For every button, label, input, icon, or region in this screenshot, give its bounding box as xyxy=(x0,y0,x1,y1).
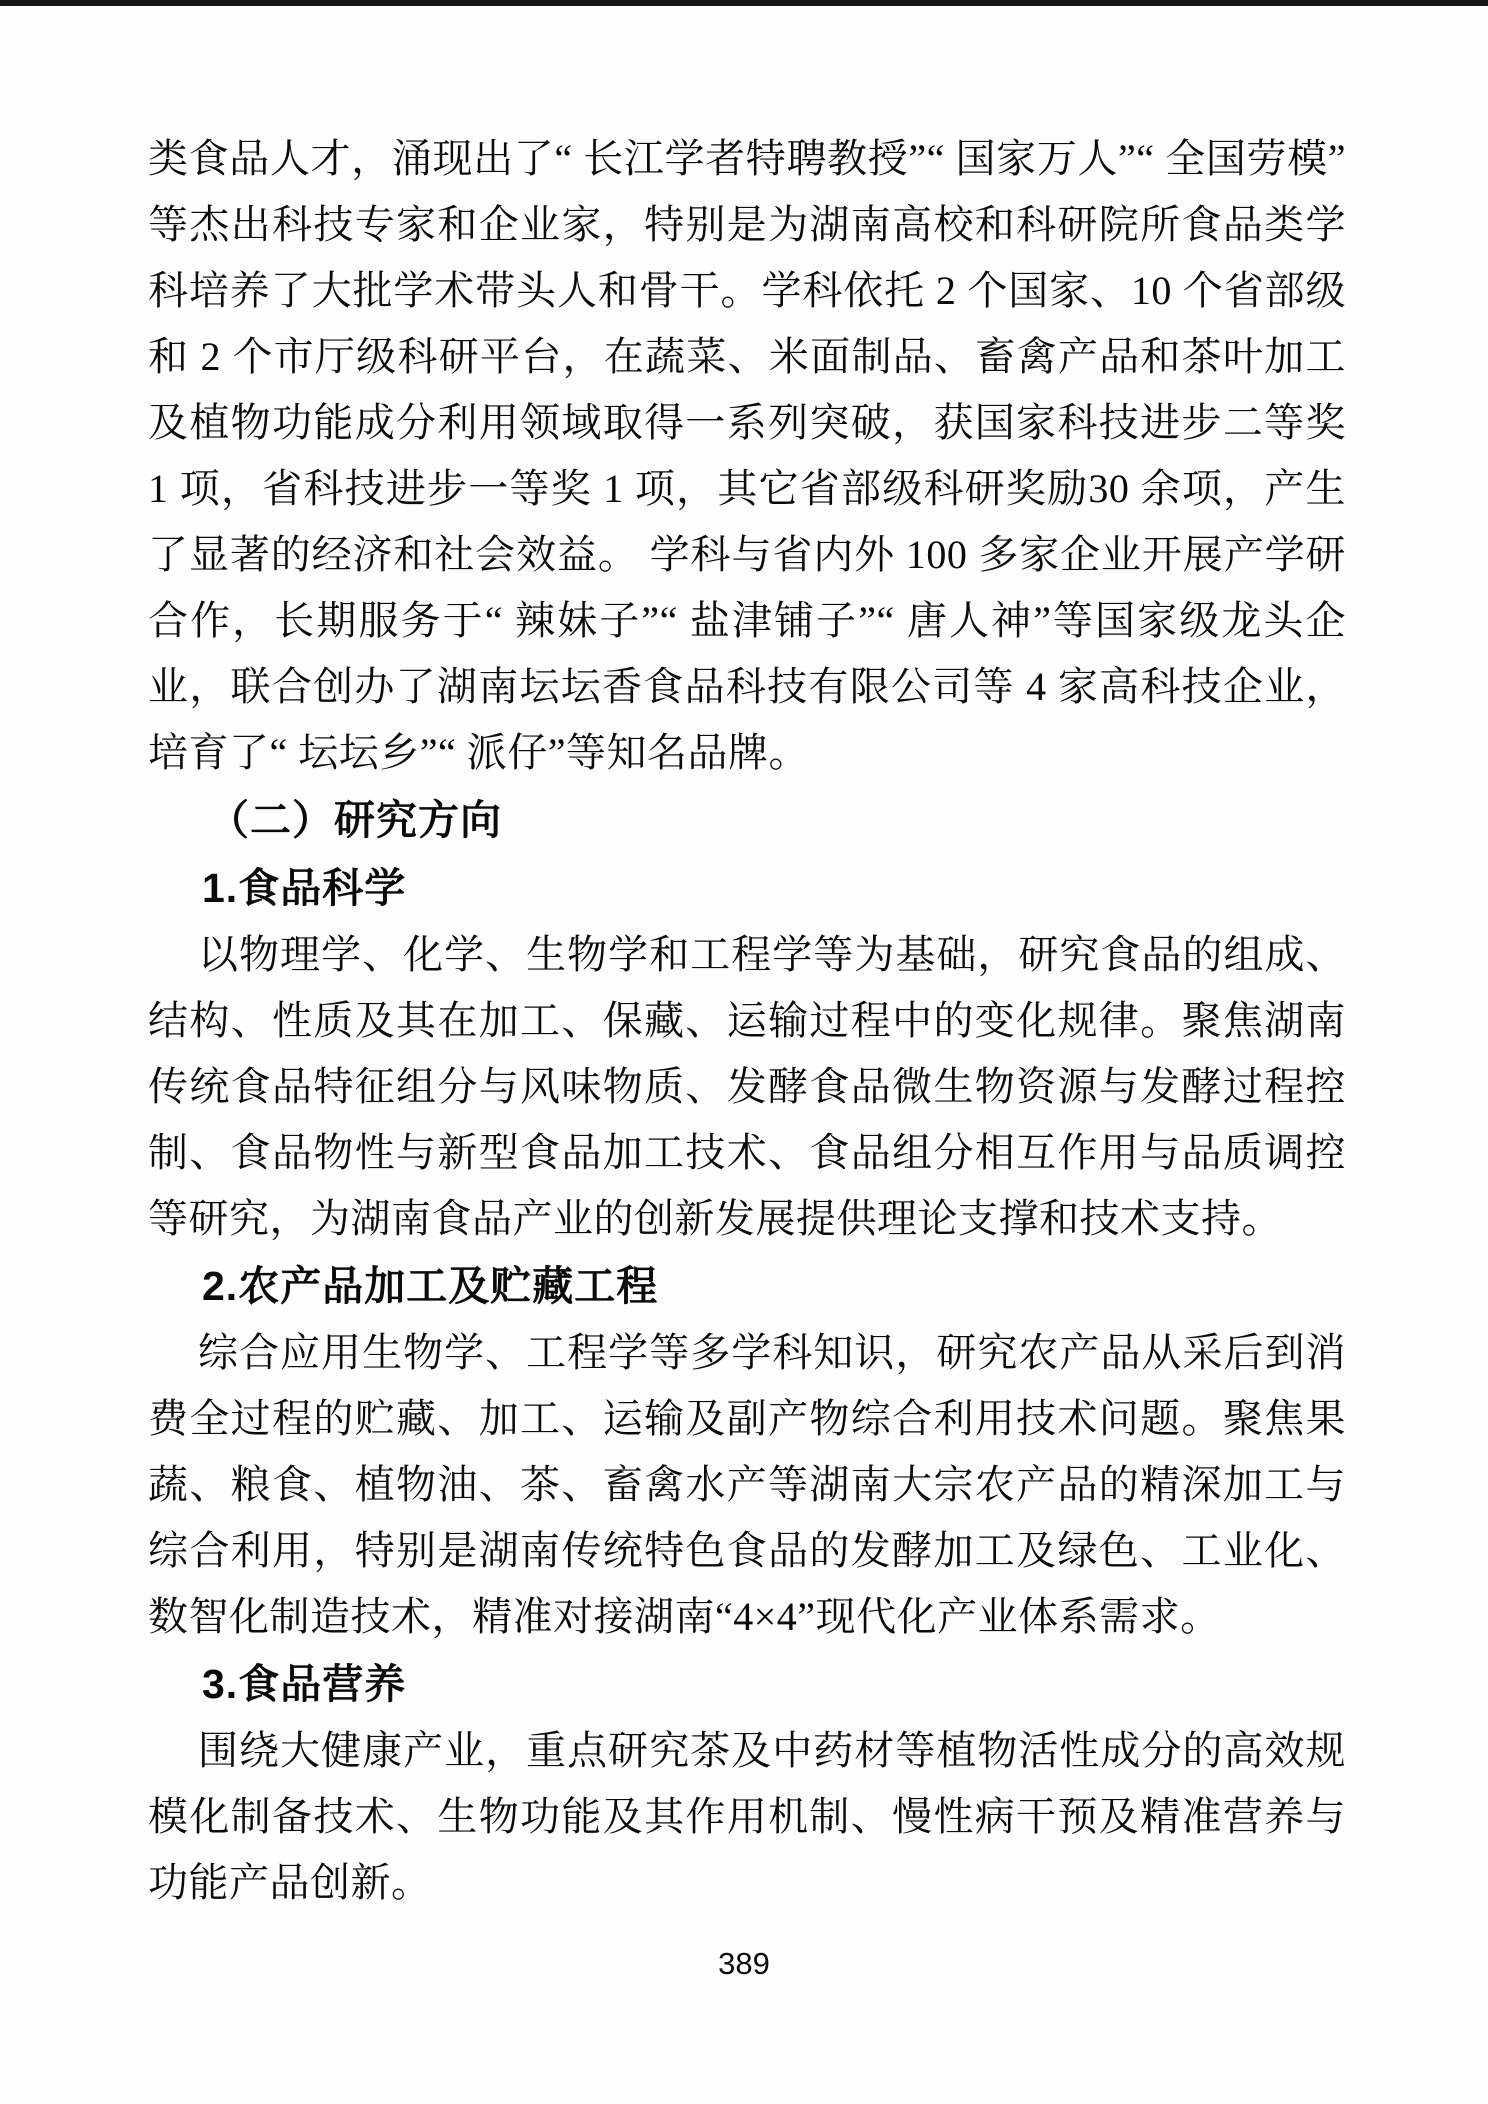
subsection-heading-food-science: 1.食品科学 xyxy=(202,865,407,911)
page-number: 389 xyxy=(718,1946,770,1981)
body-paragraph: 类食品人才，涌现出了“ 长江学者特聘教授”“ 国家万人”“ 全国劳模”等杰出科技专家和企业家，特别是为湖南高校和科研院所食品类学科培养了大批学术带头人和骨干。学科依托 2 个国家、10 个省部级和 2 个市厅级科研平台，在蔬菜、米面制品、畜禽产品和茶叶加工及植物功能成分利用领域取得一系列突破，获国家科技进步二等奖 1 项，省科技进步一等奖 1 项，其它省部级科研奖励30 余项，产生了显著的经济和社会效益。 学科与省内外 100 多家企业开展产学研合作，长期服务于“ 辣妹子”“ 盐津铺子”“ 唐人神”等国家级龙头企业，联合创办了湖南坛坛香食品科技有限公司等 4 家高科技企业，培育了“ 坛坛乡”“ 派仔”等知名品牌。 xyxy=(148,136,1346,775)
body-paragraph: 围绕大健康产业，重点研究茶及中药材等植物活性成分的高效规模化制备技术、生物功能及其作用机制、慢性病干预及精准营养与功能产品创新。 xyxy=(148,1728,1346,1905)
page-content xyxy=(148,126,1346,1916)
subsection-heading-food-nutrition: 3.食品营养 xyxy=(202,1661,407,1707)
page-top-border xyxy=(0,0,1488,6)
body-paragraph: 以物理学、化学、生物学和工程学等为基础，研究食品的组成、结构、性质及其在加工、保藏、运输过程中的变化规律。聚焦湖南传统食品特征组分与风味物质、发酵食品微生物资源与发酵过程控制、食品物性与新型食品加工技术、食品组分相互作用与品质调控等研究，为湖南食品产业的创新发展提供理论支撑和技术支持。 xyxy=(148,932,1346,1241)
section-heading-research-directions: （二）研究方向 xyxy=(208,797,502,843)
subsection-heading-agri-product-processing: 2.农产品加工及贮藏工程 xyxy=(202,1263,659,1309)
body-paragraph: 综合应用生物学、工程学等多学科知识，研究农产品从采后到消费全过程的贮藏、加工、运输及副产物综合利用技术问题。聚焦果蔬、粮食、植物油、茶、畜禽水产等湖南大宗农产品的精深加工与综合利用，特别是湖南传统特色食品的发酵加工及绿色、工业化、数智化制造技术，精准对接湖南“4×4”现代化产业体系需求。 xyxy=(148,1330,1346,1639)
